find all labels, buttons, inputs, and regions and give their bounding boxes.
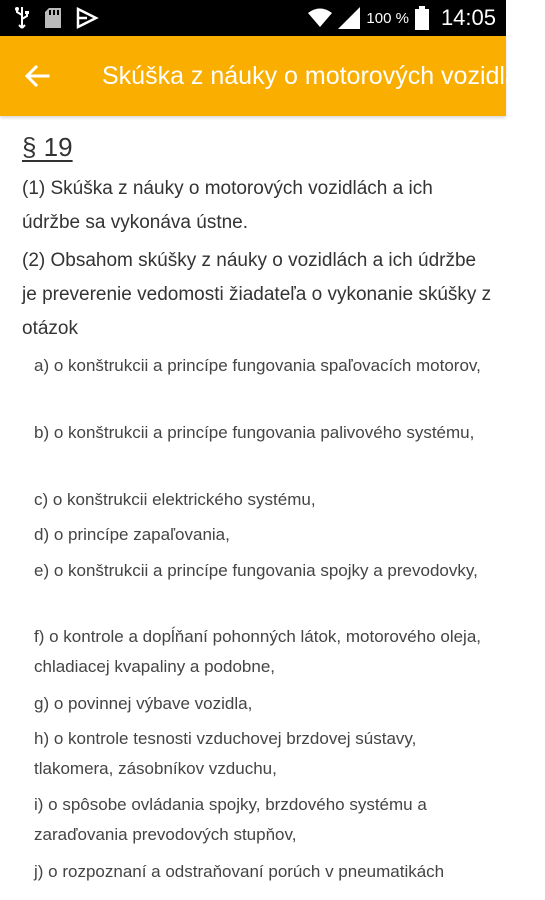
sd-card-icon bbox=[44, 7, 62, 29]
list-item: f) o kontrole a dopĺňaní pohonných látok, motorového oleja, chladiacej kvapaliny a podobne, bbox=[34, 627, 482, 676]
article-content[interactable] bbox=[0, 116, 506, 900]
app-bar bbox=[0, 36, 545, 116]
status-notifications bbox=[14, 6, 98, 30]
paragraph-2: (2) Obsahom skúšky z náuky o vozidlách a ich údržbe je preverenie vedomosti žiadateľa o vykonanie skúšky z otázok bbox=[22, 250, 492, 339]
wifi-icon bbox=[308, 7, 332, 29]
arrow-back-icon bbox=[22, 60, 54, 92]
list-item: a) o konštrukcii a princípe fungovania spaľovacích motorov, bbox=[34, 356, 481, 375]
list-item: b) o konštrukcii a princípe fungovania palivového systému, bbox=[34, 423, 475, 442]
list-item: e) o konštrukcii a princípe fungovania spojky a prevodovky, bbox=[34, 561, 478, 580]
list-item: i) o spôsobe ovládania spojky, brzdového systému a zaraďovania prevodových stupňov, bbox=[34, 795, 427, 844]
usb-icon bbox=[14, 6, 30, 30]
list-item: h) o kontrole tesnosti vzduchovej brzdovej sústavy, tlakomera, zásobníkov vzduchu, bbox=[34, 729, 417, 778]
signal-icon bbox=[338, 7, 360, 29]
back-button[interactable] bbox=[22, 60, 54, 92]
list-item: c) o konštrukcii elektrického systému, bbox=[34, 490, 316, 509]
battery-icon bbox=[415, 6, 429, 30]
section-heading: § 19 bbox=[22, 132, 73, 162]
status-bar bbox=[0, 0, 506, 36]
clock: 14:05 bbox=[440, 5, 496, 30]
list-item: g) o povinnej výbave vozidla, bbox=[34, 694, 253, 713]
battery-percent: 100 % bbox=[366, 9, 409, 27]
page-title: Skúška z náuky o motorových vozidlách bbox=[102, 62, 545, 90]
list-item: j) o rozpoznaní a odstraňovaní porúch v pneumatikách bbox=[34, 862, 445, 881]
list-item: d) o princípe zapaľovania, bbox=[34, 525, 230, 544]
paragraph-1: (1) Skúška z náuky o motorových vozidlách a ich údržbe sa vykonáva ústne. bbox=[22, 178, 433, 233]
download-icon bbox=[76, 7, 98, 29]
status-system bbox=[308, 4, 496, 32]
